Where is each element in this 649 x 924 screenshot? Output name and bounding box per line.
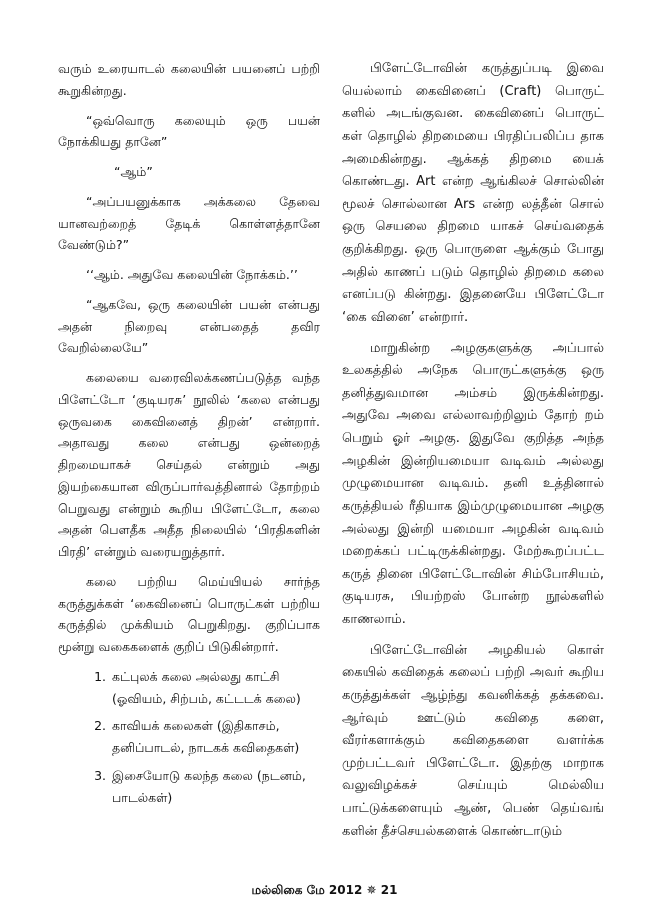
list-item xyxy=(58,666,320,710)
list-text: கட்புலக் கலை அல்லது காட்சி (ஓவியம், சிற்பம், கட்டடக் கலை) xyxy=(112,668,301,706)
paragraph: “அப்பயனுக்காக அக்கலை தேவை யானவற்றைத் தேடிக் கொள்ளத்தானே வேண்டும்?” xyxy=(58,193,320,253)
list-text: காவியக் கலைகள் (இதிகாசம், தனிப்பாடல், நாடகக் கவிதைகள்) xyxy=(112,718,300,755)
art-types-list xyxy=(58,666,320,809)
list-number: 2. xyxy=(94,718,106,734)
list-number: 3. xyxy=(94,767,106,783)
right-column xyxy=(342,58,604,851)
paragraph: மாறுகின்ற அழகுகளுக்கு அப்பால் உலகத்தில் அநேக பொருட்களுக்கு ஒரு தனித்துவமான அம்சம் இருக்கின்றது. அதுவே அவை எல்லாவற்றிலும் தோற் றம் பெறும் ஓர் அழகு. இதுவே குறித்த அந்த அழகின் இன்றியமையா வடிவம் அல்லது முழுமையான வடிவம். தனி உத்தினால் கருத்தியல் ரீதியாக இம்முழுமையான அழகு அல்லது இன்றி யமையா அழகின் வடிவம் மறைக்கப் பட்டிருக்கின்றது. மேற்கூறப்பட்ட கருத் தினை பிளேட்டோவின் சிம்போசியம், குடியரசு, பியற்றஸ் போன்ற நூல்களில் காணலாம். xyxy=(342,340,604,627)
list-item xyxy=(58,765,320,809)
paragraph: கலையை வரைவிலக்கணப்படுத்த வந்த பிளேட்டோ ‘குடியரசு’ நூலில் ‘கலை என்பது ஒருவகை கைவினைத் திறன்’ என்றார். அதாவது கலை என்பது ஒன்றைத் திறமையாகச் செய்தல் என்றும் அது இயற்கையான விருப்பார்வத்தினால் தோற்றம் பெறுவது என்றும் கூறிய பிளேட்டோ, கலை அதன் பௌதீக அதீத நிலையில் ‘பிரதிகளின் பிரதி’ என்றும் வரையறுத்தார். xyxy=(58,370,320,559)
page-footer: மல்லிகை மே 2012 ✵ 21 xyxy=(251,883,398,897)
left-column xyxy=(58,58,320,814)
list-text: இசையோடு கலந்த கலை (நடனம், பாடல்கள்) xyxy=(112,767,306,805)
paragraph: வரும் உரையாடல் கலையின் பயனைப் பற்றி கூறுகின்றது. xyxy=(58,61,320,98)
paragraph: கலை பற்றிய மெய்யியல் சார்ந்த கருத்துக்கள் ‘கைவினைப் பொருட்கள் பற்றிய கருத்தில் முக்கியம் பெறுகிறது. குறிப்பாக மூன்று வகைகளைக் குறிப் பிடுகின்றார். xyxy=(58,573,320,654)
paragraph: பிளேட்டோவின் கருத்துப்படி இவை யெல்லாம் கைவினைப் (Craft) பொருட் களில் அடங்குவன. கைவினைப் பொருட் கள் தொழில் திறமையை பிரதிப்பலிப்ப தாக அமைகின்றது. ஆக்கத் திறமை யைக் கொண்டது. Art என்ற ஆங்கிலச் சொல்லின் மூலச் சொல்லான Ars என்ற லத்தீன் சொல் ஒரு செயலை திறமை யாகச் செய்வதைக் குறிக்கிறது. ஒரு பொருளை ஆக்கும் போது அதில் காணப் படும் தொழில் திறமை கலை எனப்படு கின்றது. இதனையே பிளேட்டோ ‘கை வினை’ என்றார். xyxy=(342,61,604,325)
list-number: 1. xyxy=(94,668,106,684)
paragraph: “ஒவ்வொரு கலையும் ஒரு பயன் நோக்கியது தானே” xyxy=(58,112,320,150)
paragraph: “ஆம்” xyxy=(114,164,153,179)
paragraph: பிளேட்டோவின் அழகியல் கொள் கையில் கவிதைக் கலைப் பற்றி அவர் கூறிய கருத்துக்கள் ஆழ்ந்து கவனிக்கத் தக்கவை. ஆர்வும் ஊட்டும் கவிதை களை, வீரர்களாக்கும் கவிதைகளை வளர்க்க முற்பட்டவர் பிளேட்டோ. இதற்கு மாறாக வலுவிழக்கச் செய்யும் மெல்லிய பாட்டுக்களையும் ஆண், பெண் தெய்வங் களின் தீச்செயல்களைக் கொண்டாடும் xyxy=(342,642,604,839)
paragraph: ‘‘ஆம். அதுவே கலையின் நோக்கம்.’’ xyxy=(86,267,298,282)
paragraph: “ஆகவே, ஒரு கலையின் பயன் என்பது அதன் நிறைவு என்பதைத் தவிர வேறில்லையே” xyxy=(58,296,320,356)
list-item xyxy=(58,715,320,759)
